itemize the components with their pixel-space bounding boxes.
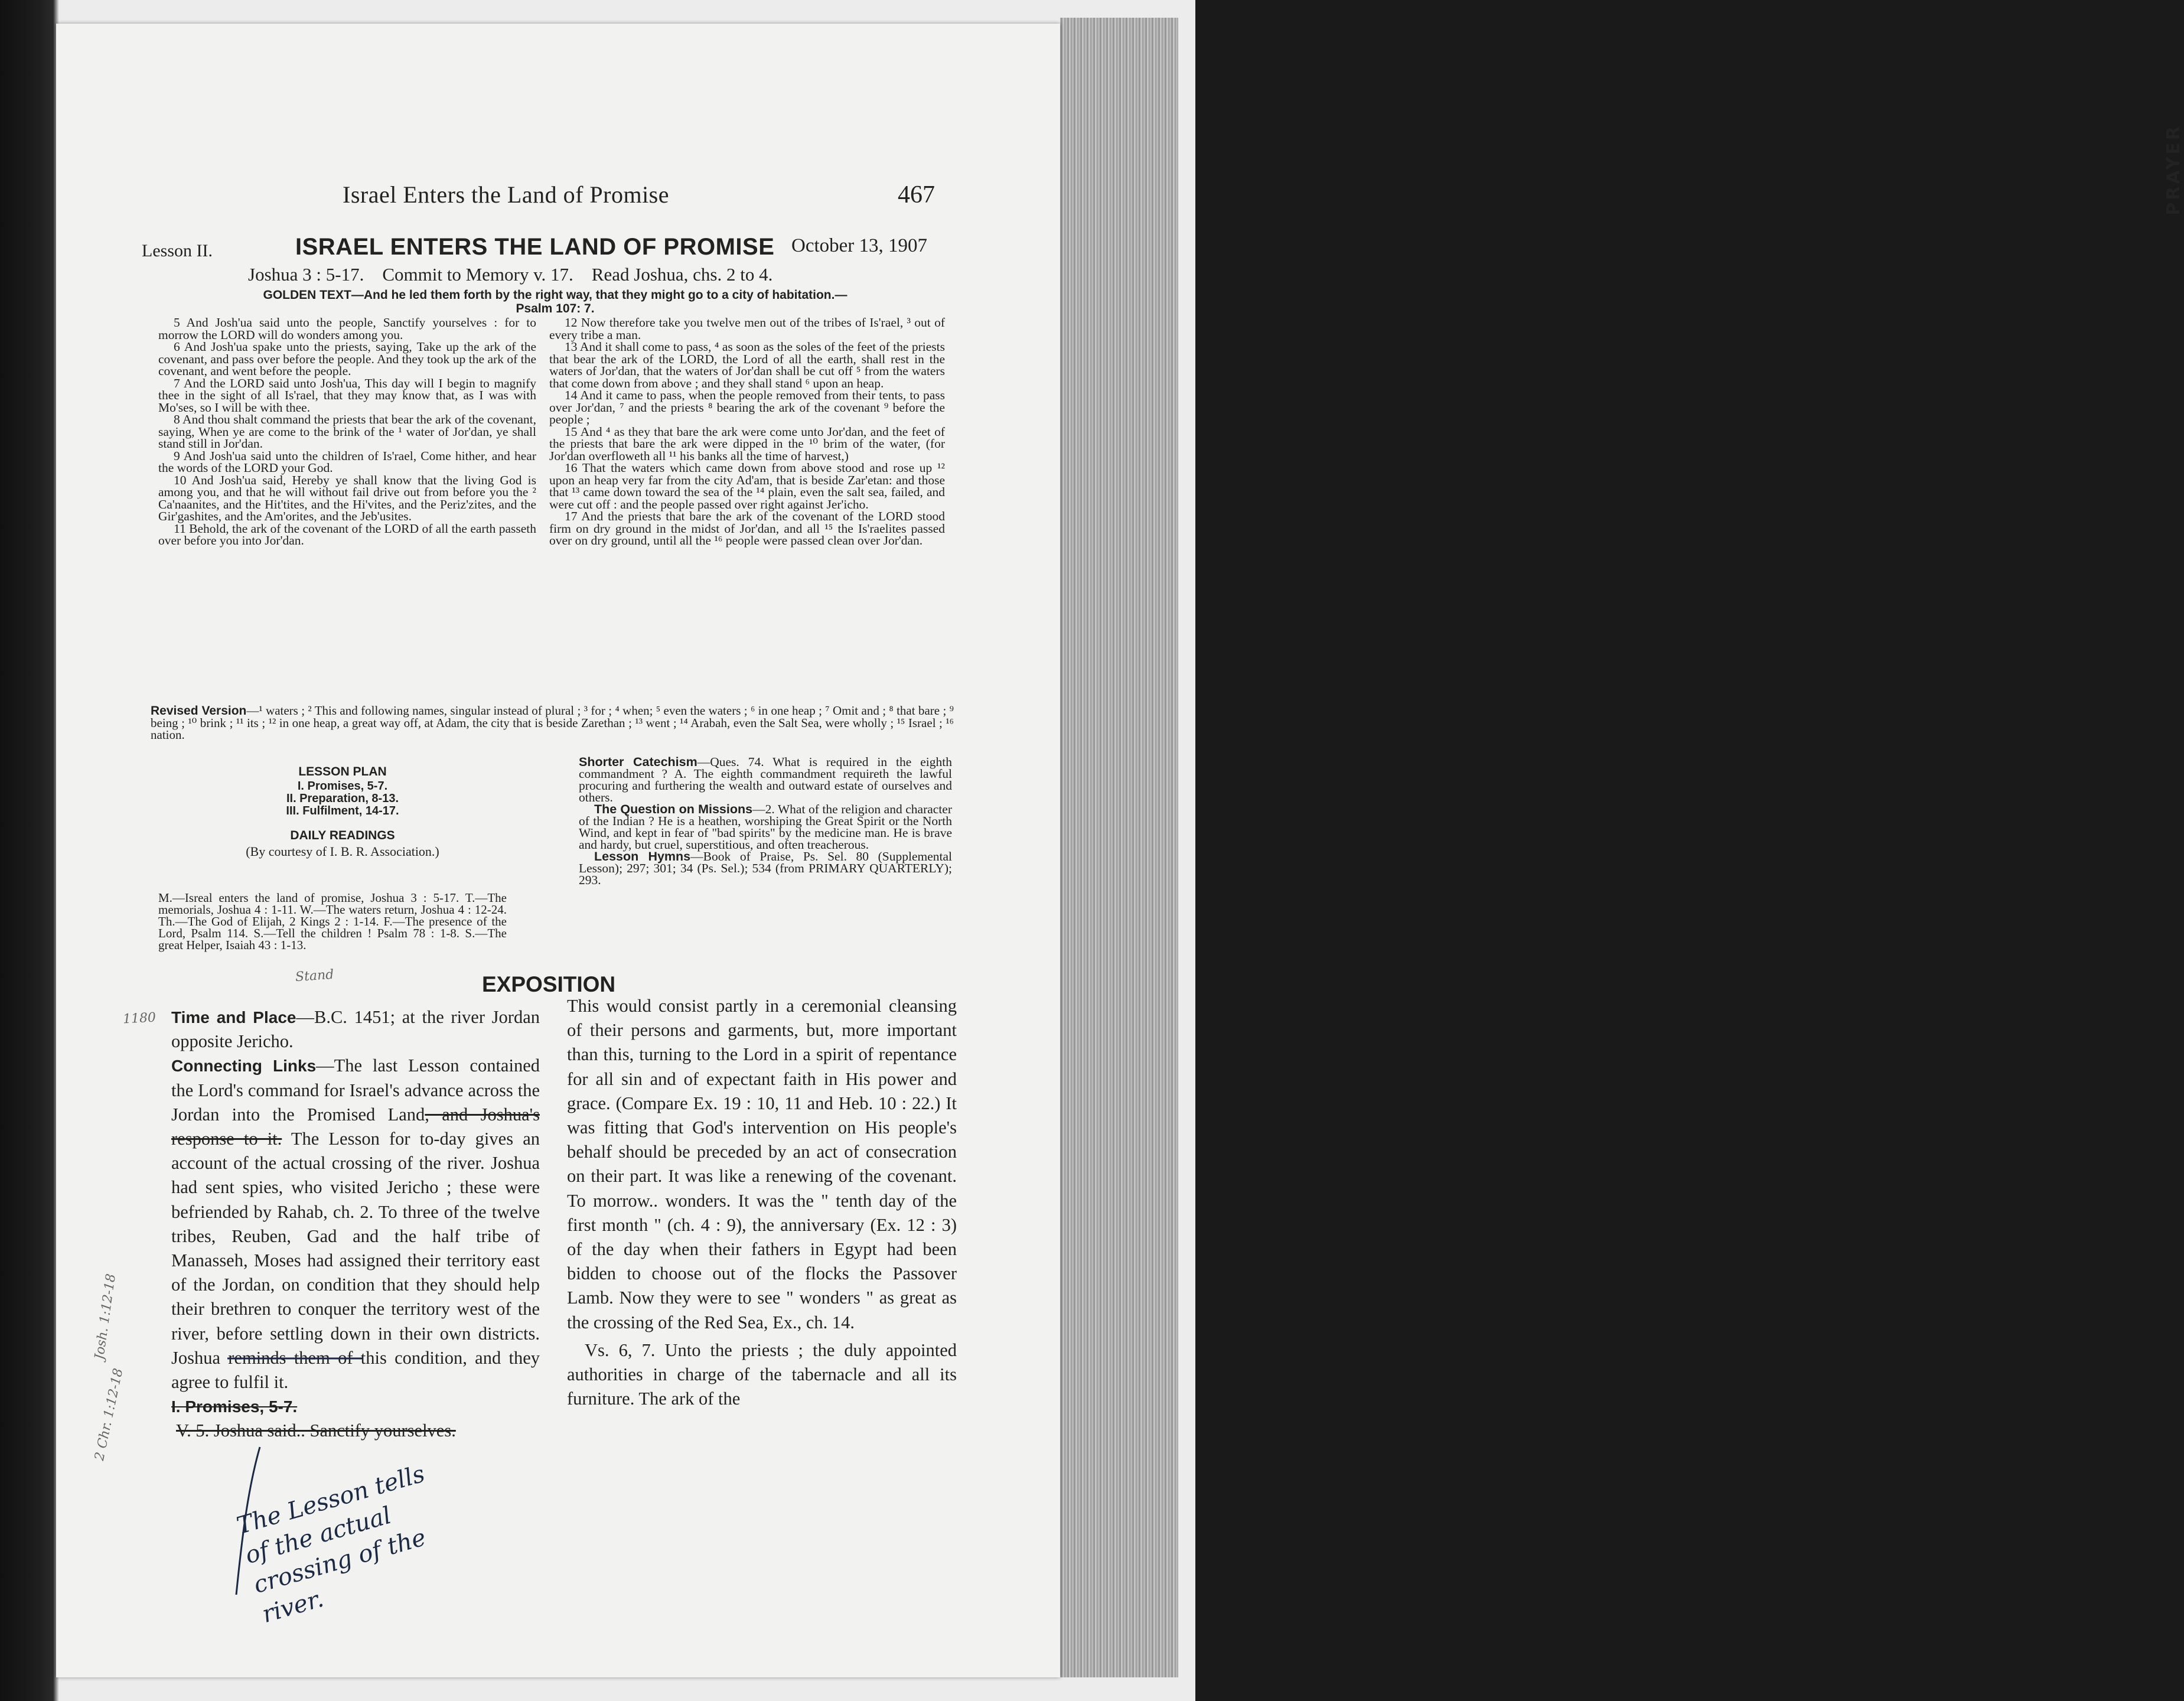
lesson-plan-item: III. Fulfilment, 14-17. [286,804,399,817]
golden-text-body: GOLDEN TEXT—And he led them forth by the right way, that they might go to a city of habitation.— [263,288,847,302]
verse: 13 And it shall come to pass, ⁴ as soon as the soles of the feet of the priests that bear the ark of the LORD, the Lord of all the earth, shall rest in the waters of Jor'dan, that the waters of Jor'dan shall be cut off ⁵ from the waters that come down from above ; and they shall stand ⁶ upon an heap. [549,340,945,390]
verse: 11 Behold, the ark of the covenant of the LORD of all the earth passeth over before you into Jor'dan. [158,521,536,548]
catechism-text: —Ques. 74. What is required in the eighth commandment ? A. The eighth commandment requireth the lawful procuring and furthering the wealth and outward estate of ourselves and others. [579,755,952,804]
exposition-heading: EXPOSITION [482,972,616,996]
daily-readings-courtesy: (By courtesy of I. B. R. Association.) [246,844,439,859]
handwritten-bottom-note: The Lesson tells of the actual crossing of the river. [233,1460,429,1629]
missions-text: —2. What of the religion and character of the Indian ? He is a heathen, worshiping the Great Spirit or the North Wind, and kept in fear of "bad spirits" by the medicine man. He is brave and hardy, but cruel, superstitious, and often treacherous. [579,802,952,852]
handwritten-margin-number: 1180 [122,1010,157,1027]
exposition-paragraph: Vs. 6, 7. Unto the priests ; the duly appointed authorities in charge of the tabernacle and all its furniture. The ark of the [567,1340,957,1409]
verse: 14 And it came to pass, when the people removed from their tents, to pass over Jor'dan, ⁷ and the priests ⁸ bearing the ark of the covenant ⁹ before the people ; [549,388,945,426]
missions-label: The Question on Missions [594,802,753,816]
verse: 12 Now therefore take you twelve men out of the tribes of Is'rael, ³ out of every tribe a man. [549,315,945,342]
revised-version-text: —¹ waters ; ² This and following names, singular instead of plural ; ³ for ; ⁴ when; ⁵ even the waters ; ⁶ in one heap ; ⁷ Omit and ; ⁸ that bare ; ⁹ being ; ¹⁰ brink ; ¹¹ its ; ¹² in one heap, a great way off, at Adam, the city that is beside Zarethan ; ¹³ went ; ¹⁴ Arabah, even the Salt Sea, were wholly ; ¹⁵ Israel ; ¹⁶ nation. [151,703,954,742]
lesson-label: Lesson II. [142,241,213,260]
connecting-links-label: Connecting Links [171,1057,317,1076]
verse: 8 And thou shalt command the priests that bear the ark of the covenant, saying, When ye are come to the brink of the ¹ water of Jor'dan, ye shall stand still in Jor'dan. [158,412,536,451]
daily-readings-heading: DAILY READINGS [290,829,395,842]
revised-version-label: Revised Version [151,704,247,718]
handwritten-margin-ref-2: 2 Chr. 1:12-18 [92,1367,126,1462]
time-place-text: —B.C. 1451; at the river Jordan opposite Jericho. [171,1007,540,1052]
scripture-line: Joshua 3 : 5-17. Commit to Memory v. 17. Read Joshua, chs. 2 to 4. [248,264,773,285]
time-place-label: Time and Place [171,1008,296,1027]
edge-label: PRAYER [2163,124,2184,216]
handwritten-margin-ref-1: Josh. 1:12-18 [92,1273,119,1361]
page-number: 467 [898,181,935,208]
lesson-plan-item: II. Preparation, 8-13. [286,792,399,805]
struck-phrase: , and Joshua's response to it. [171,1104,540,1149]
connecting-links-text-cont: The Lesson for to-day gives an account of the actual crossing of the river. Joshua had sent spies, who visited Jericho ; these were befriended by Rahab, ch. 2. To three of the twelve tribes, Reuben, Gad and the half tribe of Manasseh, Moses had assigned their territory east of the Jordan, on condition that they should help their brethren to conquer the territory west of the river, before settling down in their own districts. Joshua reminds them of this condition, and they agree to fulfil it. [171,1129,540,1393]
exposition-paragraph: This would consist partly in a ceremonial cleansing of their persons and garments, but, more important than this, turning to the Lord in a spirit of repentance for all sin and of expectant faith in His power and grace. (Compare Ex. 19 : 10, 11 and Heb. 10 : 22.) It was fitting that God's intervention on His people's behalf should be preceded by an act of consecration on their part. It was like a renewing of the covenant. To morrow.. wonders. It was the " tenth day of the first month " (ch. 4 : 9), the anniversary (Ex. 12 : 3) of the day when their fathers in Egypt had been bidden to choose out of the flocks the Passover Lamb. Now they were to see " wonders " as great as the crossing of the Red Sea, Ex., ch. 14. [567,996,957,1332]
handwritten-above-exposition: Stand [295,967,335,985]
verse: 6 And Josh'ua spake unto the priests, saying, Take up the ark of the covenant, and pass over before the people. And they took up the ark of the covenant, and went before the people. [158,340,536,378]
verse: 7 And the LORD said unto Josh'ua, This day will I begin to magnify thee in the sight of all Is'rael, that they may know that, as I was with Mo'ses, so I will be with thee. [158,376,536,415]
lesson-date: October 13, 1907 [791,235,928,256]
lesson-title: ISRAEL ENTERS THE LAND OF PROMISE [295,234,775,260]
hymns-label: Lesson Hymns [594,849,691,863]
verse: 16 That the waters which came down from above stood and rose up ¹² upon an heap very far from the city Ad'am, that is beside Zar'etan: and those that ¹³ came down toward the sea of the ¹⁴ plain, even the salt sea, failed, and were cut off : and the people passed over right against Jer'icho. [549,461,945,511]
verse: 9 And Josh'ua said unto the children of Is'rael, Come hither, and hear the words of the LORD your God. [158,448,536,475]
daily-readings-text: M.—Isreal enters the land of promise, Joshua 3 : 5-17. T.—The memorials, Joshua 4 : 1-11. W.—The waters return, Joshua 4 : 12-24. Th.—The God of Elijah, 2 Kings 2 : 1-14. F.—The presence of the Lord, Psalm 114. S.—Tell the children ! Psalm 78 : 1-8. S.—The great Helper, Isaiah 43 : 1-13. [158,891,507,952]
v5-text: V. 5. Joshua said.. Sanctify yourselves. [176,1420,456,1441]
lesson-plan-heading: LESSON PLAN [298,765,387,778]
lesson-plan-item: I. Promises, 5-7. [297,780,388,793]
section-label: I. Promises, 5-7. [171,1397,298,1416]
verse: 5 And Josh'ua said unto the people, Sanctify yourselves : for to morrow the LORD will do wonders among you. [158,315,536,342]
pen-stroke [236,1447,260,1595]
verse: 10 And Josh'ua said, Hereby ye shall know that the living God is among you, and that he will without fail drive out from before you the ² Ca'naanites, and the Hit'tites, and the Hi'vites, and the Periz'zites, and the Gir'gashites, and the Am'orites, and the Jeb'usites. [158,472,536,523]
verse: 17 And the priests that bare the ark of the covenant of the LORD stood firm on dry ground in the midst of Jor'dan, and all ¹⁵ the Is'raelites passed over on dry ground, until all the ¹⁶ people were passed clean over Jor'dan. [549,509,945,548]
running-title: Israel Enters the Land of Promise [343,181,670,208]
verse: 15 And ⁴ as they that bare the ark were come unto Jor'dan, and the feet of the priests that bare the ark were dipped in the ¹⁰ brim of the water, (for Jor'dan overfloweth all ¹¹ his banks all the time of harvest,) [549,424,945,463]
catechism-label: Shorter Catechism [579,755,697,769]
hymns-text: —Book of Praise, Ps. Sel. 80 (Supplemental Lesson); 297; 301; 34 (Ps. Sel.); 534 (from PRIMARY QUARTERLY); 293. [579,849,953,887]
golden-text-ref: Psalm 107: 7. [516,302,595,315]
connecting-links-text: —The last Lesson contained the Lord's command for Israel's advance across the Jordan into the Promised Land [171,1055,540,1125]
